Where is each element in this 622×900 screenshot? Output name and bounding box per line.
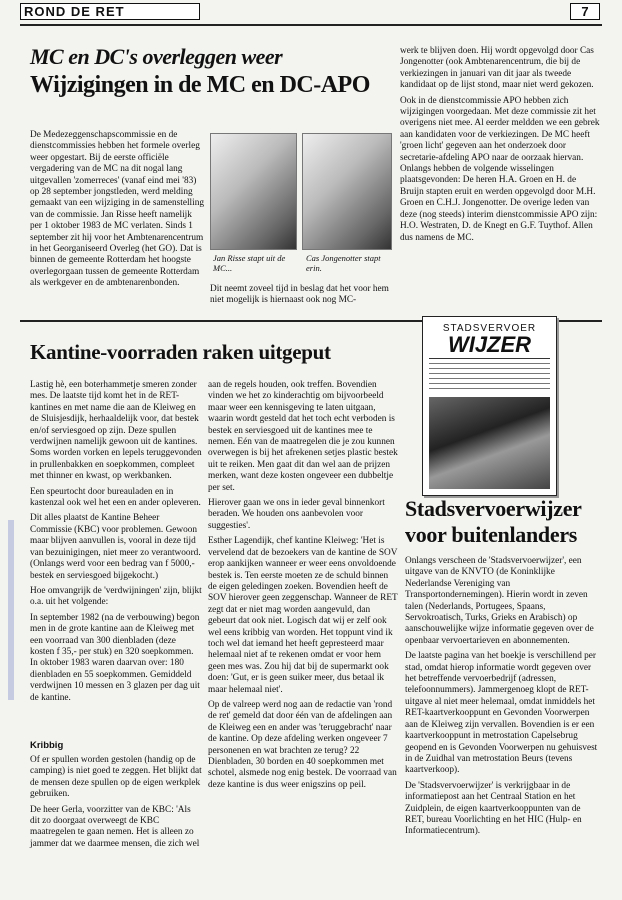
paragraph: De Medezeggenschapscommissie en de dienstcommissies hebben het formele overleg weer opgestart. Bij de eerste officiële vergadering van de MC na dit nogal lang uitgevallen 'zomerreces' (vanaf eind mei '83) op 28 september jongstleden, werd melding gemaakt van een wijziging in de samenstelling van de commissie. Jan Risse heeft namelijk per 1 oktober 1983 de MC verlaten. Sinds 1 september zit hij voor het Ambtenarencentrum in het Georganiseerd Overleg (het GO). Dat is binnen de gemeente Rotterdam het hoogste overlegorgaan tussen de gemeente Rotterdam als werkgever en de ambtenarenbonden.: [30, 130, 205, 289]
paragraph: Dit alles plaatst de Kantine Beheer Commissie (KBC) voor problemen. Gewoon maar blijven aanvullen is, vooral in deze tijd van bezuinigingen, niet meer zo verantwoord. (Onlangs werd voor een bedrag van f 5000,- bestek en serviesgoed bijgekocht.): [30, 513, 201, 581]
headline-line2: voor buitenlanders: [405, 522, 578, 547]
masthead: ROND DE RET: [20, 3, 200, 20]
header-rule: [20, 24, 602, 26]
book-title-top: STADSVERVOER: [442, 323, 537, 334]
paragraph: Lastig hè, een boterhammetje smeren zonder mes. De laatste tijd komt het in de RET-kantines en met name die aan de Kleiweg en de Sluisjesdijk, herhaaldelijk voor, dat bestek en/of serviesgoed op zijn. Deze spullen verdwijnen namelijk gewoon uit de kantines. Soms worden vorken en lepels teruggevonden in prullenbakken en soepkommen, compleet met thinner en kwast, op werkbanken.: [30, 380, 202, 482]
paragraph: De heer Gerla, voorzitter van de KBC: 'Als dit zo doorgaat overweegt de KBC maatregelen te gaan nemen. Het is alleen zo jammer dat we daarmee mensen, die zich wel: [30, 804, 200, 849]
paragraph: Onlangs verscheen de 'Stadsvervoerwijzer', een uitgave van de KNVTO (de Koninklijke Nederlandse Vereniging van Transportondernemingen). Hierin wordt in zeven talen (Nederlands, Portugees, Spaans, Servokroatisch, Turks, Grieks en Arabisch) op aanschouwelijke wijze informatie gegeven over de openbaar vervoertarieven en abonnementen.: [405, 556, 594, 646]
paragraph: Hoe omvangrijk de 'verdwijningen' zijn, blijkt o.a. uit het volgende:: [30, 585, 202, 608]
article3-body: [405, 556, 602, 842]
article2-column2: [208, 380, 398, 795]
paragraph: Hierover gaan we ons in ieder geval binnenkort beraden. We houden ons aanbevolen voor suggesties'.: [208, 498, 385, 531]
paragraph: aan de regels houden, ook treffen. Bovendien vinden we het zo kinderachtig om bijvoorbeeld maar weer een kennisgeving te laten uitgaan, waarin wordt gesteld dat het toch echt verboden is bestek en serviesgoed uit de kantines mee te nemen. Eén van de maatregelen die je zou kunnen overwegen is bij het afrekenen setjes plastic bestek uit te reiken. Men gaat dit dan wel aan de prijzen merken, want deze kosten ongeveer een dubbeltje per set.: [208, 380, 398, 493]
page-number: 7: [570, 3, 600, 20]
article1-kicker: MC en DC's overleggen weer: [30, 44, 283, 69]
article1-headline: Wijzigingen in de MC en DC-APO: [30, 72, 370, 98]
photo-cas-jongenotter: [302, 133, 392, 250]
article1-column2: [210, 284, 395, 311]
article1-column1: [30, 130, 206, 294]
paragraph: Op de valreep werd nog aan de redactie van 'rond de ret' gemeld dat door één van de afdelingen aan de Kleiweg een en ander was 'teruggebracht' naar de kantine. Op deze afdeling werken ongeveer 7 personenen en wat brachten ze terug? 22 Dienbladen, 30 borden en 40 soepkommen met schotel, alsmede nog enig bestek. De voorraad van deze kantine is dus weer enigszins op peil.: [208, 699, 397, 790]
headline-line1: Stadsvervoerwijzer: [405, 496, 582, 521]
paragraph: Ook in de dienstcommissie APO hebben zich wijzigingen voorgedaan. Met deze commissie zit het overigens niet mee. Al eerder meldden we een gebrek aan kandidaten voor de verkiezingen. De MC heeft 'groen licht' gegeven aan het onderzoek door secretarie-afdeling APO naar de oorzaak hiervan. Onlangs hebben de volgende wisselingen plaatsgevonden: De heren H.A. Groen en H. de Bruijn stapten eruit en werden opgevolgd door M.H. Groen en C.H.J. Jongenotter. De overige leden van deze (nog steeds) interim dienstcommissie APO zijn: H.O. Westraten, D. de Knegt en G.F. Tuythof. Allen dus namens de MC.: [400, 95, 600, 243]
bleed-through-text: [220, 2, 550, 22]
caption-left: Jan Risse stapt uit de MC...: [213, 253, 286, 273]
paragraph: Esther Lagendijk, chef kantine Kleiweg: 'Het is vervelend dat de bezoekers van de kantine de SOV erop aankijken wanneer er weer eens onvoldoende bestek is. Ten eerste moeten ze de schuld binnen de eigen geledingen zoeken. Bovendien heeft de SOV hierover geen zeggenschap. Wanneer de RET zegt dat er niet mag worden aangevuld, dan gebeurt dat ook niet. Logisch dat wij er zelf ook wel eens kribbig van worden. Het toppunt vind ik toch wel dat iemand het heeft gepresteerd maar helemaal niet af te rekenen omdat er voor hem geen mes was. Zou hij dat bij de supermarkt ook doen: 'Gut, er is geen suiker meer, dus betaal ik maar helemaal niet'.: [208, 536, 398, 695]
caption-right: Cas Jongenotter stapt erin.: [306, 253, 381, 273]
book-illustration: [429, 397, 550, 489]
book-title-main: WIJZER: [447, 332, 532, 357]
kribbig-subheading: Kribbig: [30, 740, 64, 751]
article1-column3: [400, 46, 600, 248]
paragraph: Of er spullen worden gestolen (handig op de camping) is niet goed te zeggen. Het blijkt dat de mensen deze spullen op de eigen werkplek gebruiken.: [30, 755, 202, 800]
article2-column1: [30, 380, 202, 708]
paragraph: Dit neemt zoveel tijd in beslag dat het voor hem niet mogelijk is hiernaast ook nog MC-: [210, 284, 389, 306]
paragraph: De laatste pagina van het boekje is verschillend per stad, omdat hierop informatie wordt gegeven over het betreffende vervoerbedrijf (adressen, telefoonnummers). Jammergenoeg klopt de RET-uitgave al niet meer helemaal, omdat inmiddels het RET-kaartverkooppunt en Gevonden Voorwerpen aan de Kleiweg zijn vervallen. Bovendien is er een kaartverkooppunt in metrostation Capelsebrug geopend en is Gevonden Voorwerpen nu gehuisvest in de Zuidhal van metrostation Beurs (tevens kaartverkoop).: [405, 651, 598, 776]
paragraph: In september 1982 (na de verbouwing) begon men in de grote kantine aan de Kleiweg met een voorraad van 300 dienbladen (deze kosten f 35,- per stuk) en 320 soepkommen. In oktober 1983 waren daarvan over: 180 dienbladen en 55 soepkommen. Gemiddeld verdwijnen 10 messen en 3 glazen per dag uit de kantine.: [30, 612, 200, 703]
photo-jan-risse: [210, 133, 297, 250]
article2-headline: Kantine-voorraden raken uitgeput: [30, 340, 331, 364]
paragraph: De 'Stadsvervoerwijzer' is verkrijgbaar in de informatiepost aan het Centraal Station en het Zuidplein, de eigen kaartverkooppunten van de RET, bureau Voorlichting en het HIC (Hulp- en Informatiecentrum).: [405, 780, 582, 837]
paragraph: werk te blijven doen. Hij wordt opgevolgd door Cas Jongenotter (ook Ambtenarencentrum, die bij de verkiezingen in januari van dit jaar als tweede kandidaat op de lijst stond, maar niet werd gekozen.: [400, 46, 594, 91]
book-contents-lines: [429, 358, 550, 393]
article2-column1-after: [30, 755, 202, 854]
edge-stamp: [8, 520, 14, 700]
article3-headline: [405, 496, 582, 548]
paragraph: Een speurtocht door bureauladen en in kastenzal ook wel het een en ander opleveren.: [30, 486, 201, 509]
stadsvervoerwijzer-cover-image: [422, 316, 557, 496]
